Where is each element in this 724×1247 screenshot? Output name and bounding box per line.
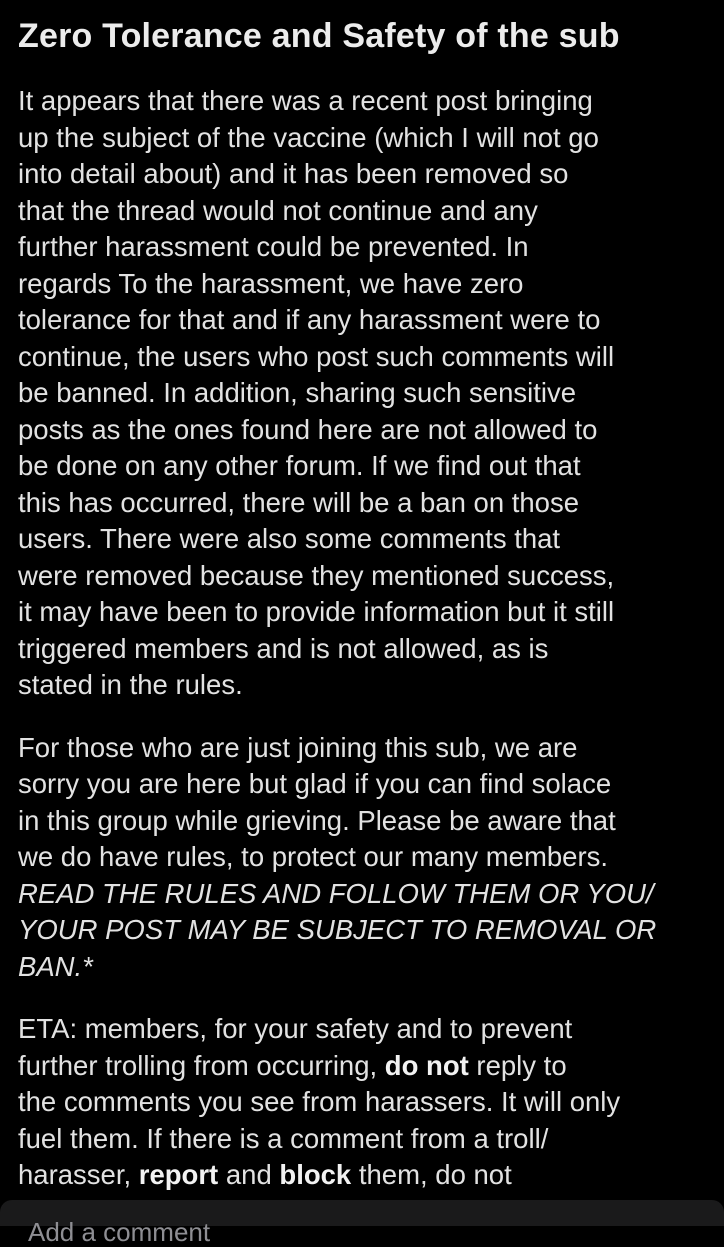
text-line: be banned. In addition, sharing such sensitive [18, 377, 577, 408]
text-line: in this group while grieving. Please be aware that [18, 804, 616, 836]
emphasis-block: block [279, 1159, 352, 1190]
text-line: it may have been to provide information but it still [18, 596, 615, 627]
text-line: stated in the rules. [18, 669, 243, 700]
text-line: fuel them. If there is a comment from a troll/ [18, 1122, 549, 1154]
text-line: ETA: members, for your safety and to prevent [18, 1013, 573, 1044]
comment-placeholder[interactable]: Add a comment [28, 1217, 211, 1247]
rules-warning-line: BAN.* [18, 950, 93, 982]
text-line: the comments you see from harassers. It will only [18, 1086, 621, 1117]
text-line: this has occurred, there will be a ban on those [18, 486, 580, 518]
emphasis-do-not: do not [384, 1049, 469, 1081]
text-line [18, 1157, 708, 1194]
text-line: that the thread would not continue and any [18, 194, 538, 226]
text-line: For those who are just joining this sub, we are [18, 731, 578, 763]
text-fragment: them, do not [351, 1159, 512, 1190]
text-line: tolerance for that and if any harassment were to [18, 304, 601, 335]
text-line: be done on any other forum. If we find out that [18, 450, 581, 481]
text-fragment: reply to [468, 1049, 567, 1081]
paragraph-eta-safety [18, 1011, 708, 1194]
text-fragment: harasser, [18, 1159, 139, 1190]
text-line: into detail about) and it has been removed so [18, 158, 569, 189]
text-line: users. There were also some comments that [18, 523, 561, 554]
text-fragment: further trolling from occurring, [18, 1049, 385, 1081]
text-line: further harassment could be prevented. In [18, 231, 529, 262]
text-line: sorry you are here but glad if you can find solace [18, 768, 612, 799]
rules-warning-line: YOUR POST MAY BE SUBJECT TO REMOVAL OR [18, 914, 657, 945]
text-line: we do have rules, to protect our many members. [18, 841, 608, 872]
rules-warning-line: READ THE RULES AND FOLLOW THEM OR YOU/ [18, 877, 654, 909]
paragraph-harassment-notice [18, 83, 708, 704]
text-line: continue, the users who post such comments will [18, 340, 615, 372]
text-line: were removed because they mentioned success, [18, 559, 615, 591]
post-title: Zero Tolerance and Safety of the sub [18, 17, 620, 55]
text-line [18, 1048, 708, 1085]
emphasis-report: report [138, 1159, 219, 1190]
post-body [18, 83, 708, 1220]
text-line: regards To the harassment, we have zero [18, 267, 524, 299]
text-line: triggered members and is not allowed, as is [18, 632, 549, 664]
text-line: It appears that there was a recent post bringing [18, 85, 593, 116]
add-comment-bar[interactable] [0, 1200, 724, 1247]
paragraph-welcome-rules [18, 730, 708, 986]
text-fragment: and [218, 1159, 280, 1190]
text-line: posts as the ones found here are not allowed to [18, 413, 598, 445]
text-line: up the subject of the vaccine (which I will not go [18, 121, 599, 153]
